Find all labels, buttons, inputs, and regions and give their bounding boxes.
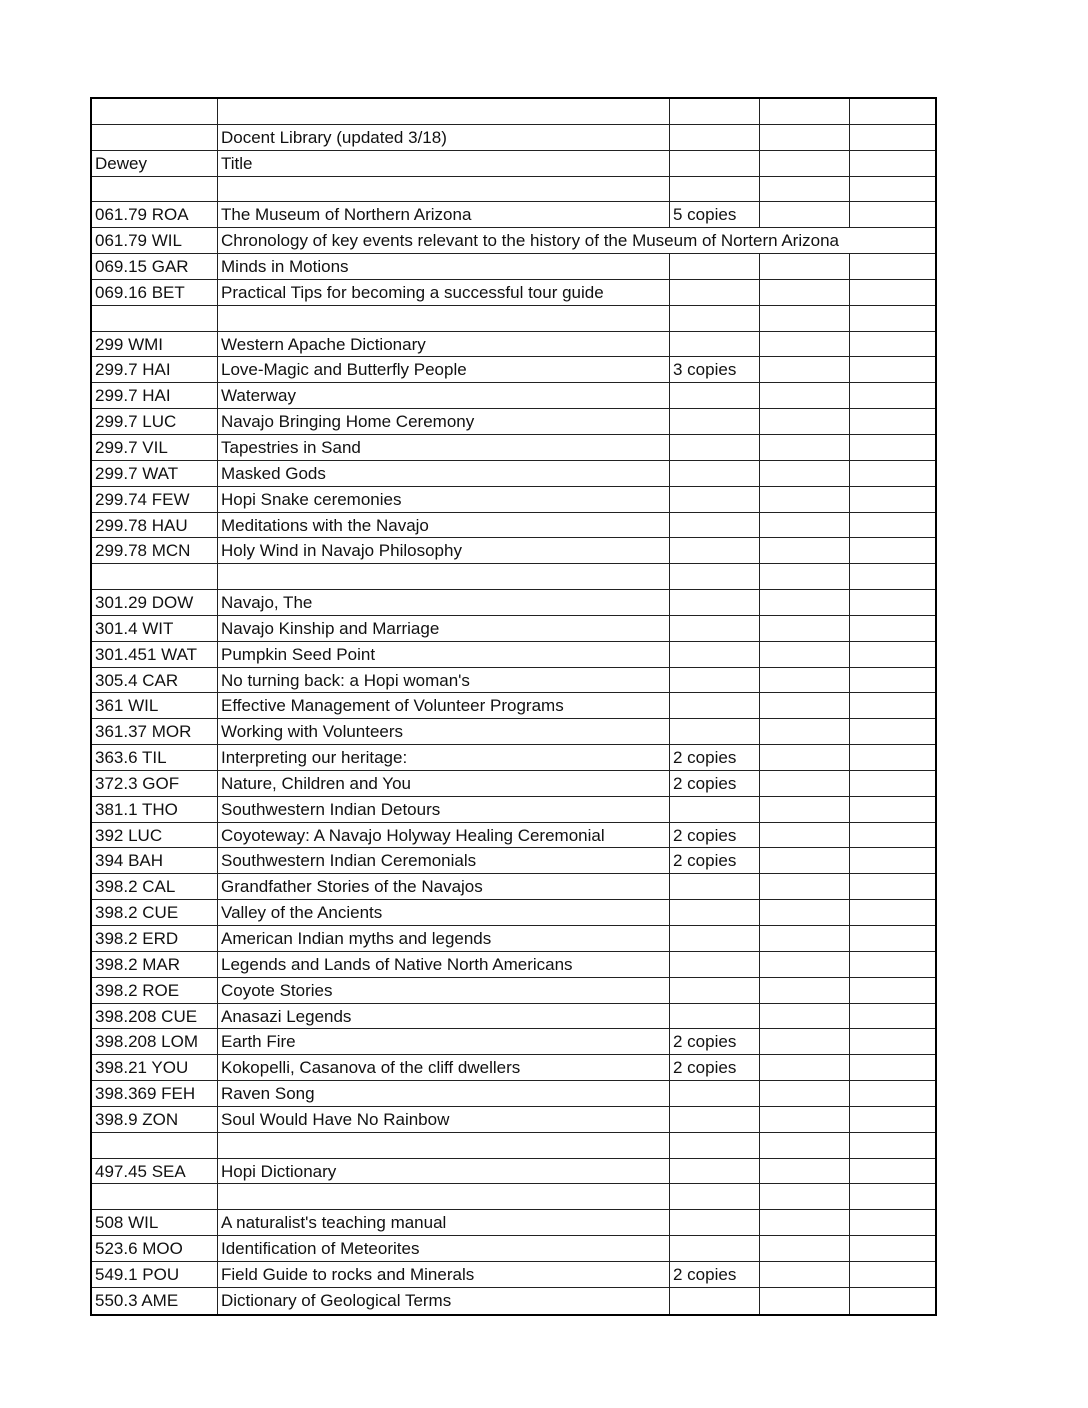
empty-cell <box>850 771 935 796</box>
empty-cell <box>850 616 935 641</box>
title-cell <box>218 99 670 124</box>
empty-cell <box>760 538 850 563</box>
title-cell: Love-Magic and Butterfly People <box>218 357 670 382</box>
table-row <box>92 280 935 306</box>
dewey-cell: 299 WMI <box>92 332 218 357</box>
empty-cell <box>850 538 935 563</box>
table-row <box>92 616 935 642</box>
dewey-cell <box>92 564 218 589</box>
empty-cell <box>850 383 935 408</box>
title-cell: Nature, Children and You <box>218 771 670 796</box>
dewey-cell <box>92 125 218 150</box>
copies-cell: 3 copies <box>670 357 760 382</box>
dewey-cell <box>92 1133 218 1158</box>
dewey-cell: 398.208 LOM <box>92 1029 218 1054</box>
dewey-cell <box>92 99 218 124</box>
copies-cell <box>670 1236 760 1261</box>
table-row <box>92 1081 935 1107</box>
title-cell <box>218 1184 670 1209</box>
title-cell <box>218 306 670 331</box>
empty-cell <box>760 357 850 382</box>
copies-cell <box>670 461 760 486</box>
title-cell: Tapestries in Sand <box>218 435 670 460</box>
copies-cell <box>670 1107 760 1132</box>
empty-cell <box>760 254 850 279</box>
copies-cell <box>670 616 760 641</box>
empty-cell <box>760 771 850 796</box>
copies-cell: 2 copies <box>670 1262 760 1287</box>
copies-cell <box>670 1159 760 1184</box>
empty-cell <box>850 357 935 382</box>
empty-cell <box>850 848 935 873</box>
copies-cell <box>670 435 760 460</box>
table-row <box>92 848 935 874</box>
dewey-cell: 061.79 WIL <box>92 228 218 253</box>
empty-cell <box>760 99 850 124</box>
copies-cell <box>670 642 760 667</box>
title-cell: Southwestern Indian Ceremonials <box>218 848 670 873</box>
copies-cell <box>670 280 760 305</box>
dewey-cell: 299.78 HAU <box>92 513 218 538</box>
empty-cell <box>760 823 850 848</box>
copies-cell <box>670 693 760 718</box>
empty-cell <box>850 409 935 434</box>
empty-cell <box>760 461 850 486</box>
copies-cell: 2 copies <box>670 823 760 848</box>
empty-cell <box>850 125 935 150</box>
title-cell <box>218 1133 670 1158</box>
copies-cell: 2 copies <box>670 771 760 796</box>
dewey-cell: 363.6 TIL <box>92 745 218 770</box>
title-cell <box>218 564 670 589</box>
table-row <box>92 1159 935 1185</box>
title-cell: Holy Wind in Navajo Philosophy <box>218 538 670 563</box>
table-row <box>92 668 935 694</box>
copies-cell <box>670 513 760 538</box>
table-row <box>92 1184 935 1210</box>
dewey-cell: 497.45 SEA <box>92 1159 218 1184</box>
empty-cell <box>760 487 850 512</box>
dewey-cell: 550.3 AME <box>92 1288 218 1314</box>
table-row <box>92 1055 935 1081</box>
title-cell: Navajo, The <box>218 590 670 615</box>
dewey-cell: 398.2 ROE <box>92 978 218 1003</box>
copies-cell <box>670 487 760 512</box>
empty-cell <box>850 564 935 589</box>
copies-cell <box>670 668 760 693</box>
empty-cell <box>850 978 935 1003</box>
table-row <box>92 306 935 332</box>
copies-cell <box>670 719 760 744</box>
table-row <box>92 1262 935 1288</box>
empty-cell <box>760 952 850 977</box>
empty-cell <box>850 1184 935 1209</box>
dewey-cell: 361.37 MOR <box>92 719 218 744</box>
empty-cell <box>760 745 850 770</box>
dewey-cell: 398.2 CAL <box>92 874 218 899</box>
empty-cell <box>760 1029 850 1054</box>
empty-cell <box>760 1184 850 1209</box>
table-row <box>92 797 935 823</box>
empty-cell <box>850 926 935 951</box>
empty-cell <box>850 177 935 202</box>
dewey-cell: 299.7 LUC <box>92 409 218 434</box>
title-cell: Title <box>218 151 670 176</box>
empty-cell <box>760 280 850 305</box>
empty-cell <box>760 1288 850 1314</box>
table-row <box>92 1236 935 1262</box>
copies-cell <box>670 1133 760 1158</box>
empty-cell <box>850 487 935 512</box>
empty-cell <box>760 668 850 693</box>
title-cell: Legends and Lands of Native North Americans <box>218 952 670 977</box>
copies-cell <box>670 409 760 434</box>
title-cell: The Museum of Northern Arizona <box>218 202 670 227</box>
dewey-cell: 069.16 BET <box>92 280 218 305</box>
empty-cell <box>850 1159 935 1184</box>
dewey-cell: 299.7 HAI <box>92 383 218 408</box>
dewey-cell: 398.21 YOU <box>92 1055 218 1080</box>
empty-cell <box>760 151 850 176</box>
title-cell: Valley of the Ancients <box>218 900 670 925</box>
empty-cell <box>850 461 935 486</box>
table-row <box>92 1288 935 1314</box>
empty-cell <box>850 1288 935 1314</box>
empty-cell <box>760 1055 850 1080</box>
table-row <box>92 332 935 358</box>
empty-cell <box>850 1262 935 1287</box>
copies-cell <box>670 254 760 279</box>
empty-cell <box>850 797 935 822</box>
table-row <box>92 693 935 719</box>
table-row <box>92 538 935 564</box>
dewey-cell <box>92 306 218 331</box>
empty-cell <box>760 1159 850 1184</box>
copies-cell <box>670 1210 760 1235</box>
empty-cell <box>850 1210 935 1235</box>
dewey-cell: 392 LUC <box>92 823 218 848</box>
title-cell: Soul Would Have No Rainbow <box>218 1107 670 1132</box>
copies-cell <box>670 99 760 124</box>
title-cell: Masked Gods <box>218 461 670 486</box>
table-row <box>92 99 935 125</box>
copies-cell <box>670 538 760 563</box>
empty-cell <box>760 202 850 227</box>
dewey-cell: 523.6 MOO <box>92 1236 218 1261</box>
empty-cell <box>760 1133 850 1158</box>
empty-cell <box>760 435 850 460</box>
title-cell: Southwestern Indian Detours <box>218 797 670 822</box>
title-cell: Hopi Snake ceremonies <box>218 487 670 512</box>
copies-cell: 2 copies <box>670 745 760 770</box>
empty-cell <box>850 1107 935 1132</box>
table-row <box>92 151 935 177</box>
dewey-cell: 301.451 WAT <box>92 642 218 667</box>
table-row <box>92 1133 935 1159</box>
dewey-cell: 361 WIL <box>92 693 218 718</box>
title-cell: Earth Fire <box>218 1029 670 1054</box>
dewey-cell: 299.74 FEW <box>92 487 218 512</box>
title-cell: Raven Song <box>218 1081 670 1106</box>
table-row <box>92 1029 935 1055</box>
empty-cell <box>850 513 935 538</box>
empty-cell <box>760 874 850 899</box>
empty-cell <box>850 1055 935 1080</box>
copies-cell: 5 copies <box>670 202 760 227</box>
empty-cell <box>850 642 935 667</box>
title-cell: Kokopelli, Casanova of the cliff dwellers <box>218 1055 670 1080</box>
dewey-cell: 372.3 GOF <box>92 771 218 796</box>
title-cell: Practical Tips for becoming a successful tour guide <box>218 280 670 305</box>
copies-cell <box>670 797 760 822</box>
title-cell: American Indian myths and legends <box>218 926 670 951</box>
title-cell: Hopi Dictionary <box>218 1159 670 1184</box>
empty-cell <box>850 1081 935 1106</box>
empty-cell <box>850 1236 935 1261</box>
table-row <box>92 383 935 409</box>
copies-cell <box>670 1081 760 1106</box>
title-cell: Minds in Motions <box>218 254 670 279</box>
title-cell: Grandfather Stories of the Navajos <box>218 874 670 899</box>
table-row <box>92 228 935 254</box>
dewey-cell: Dewey <box>92 151 218 176</box>
empty-cell <box>850 254 935 279</box>
empty-cell <box>850 952 935 977</box>
dewey-cell: 398.369 FEH <box>92 1081 218 1106</box>
table-row <box>92 771 935 797</box>
table-row <box>92 513 935 539</box>
dewey-cell: 299.7 WAT <box>92 461 218 486</box>
table-row <box>92 1107 935 1133</box>
title-cell: No turning back: a Hopi woman's <box>218 668 670 693</box>
title-cell: A naturalist's teaching manual <box>218 1210 670 1235</box>
title-cell: Coyote Stories <box>218 978 670 1003</box>
title-cell: Waterway <box>218 383 670 408</box>
title-cell: Effective Management of Volunteer Programs <box>218 693 670 718</box>
empty-cell <box>760 616 850 641</box>
copies-cell <box>670 952 760 977</box>
table-row <box>92 900 935 926</box>
title-cell: Docent Library (updated 3/18) <box>218 125 670 150</box>
empty-cell <box>760 1081 850 1106</box>
empty-cell <box>760 900 850 925</box>
table-row <box>92 125 935 151</box>
table-row <box>92 564 935 590</box>
copies-cell <box>670 125 760 150</box>
empty-cell <box>760 306 850 331</box>
title-cell: Coyoteway: A Navajo Holyway Healing Ceremonial <box>218 823 670 848</box>
title-cell: Interpreting our heritage: <box>218 745 670 770</box>
table-row <box>92 435 935 461</box>
copies-cell <box>670 306 760 331</box>
empty-cell <box>850 1004 935 1029</box>
title-cell: Field Guide to rocks and Minerals <box>218 1262 670 1287</box>
empty-cell <box>850 693 935 718</box>
dewey-cell: 508 WIL <box>92 1210 218 1235</box>
table-row <box>92 926 935 952</box>
empty-cell <box>760 409 850 434</box>
title-cell: Western Apache Dictionary <box>218 332 670 357</box>
empty-cell <box>760 383 850 408</box>
empty-cell <box>760 797 850 822</box>
copies-cell: 2 copies <box>670 1029 760 1054</box>
table-row <box>92 357 935 383</box>
dewey-cell: 299.78 MCN <box>92 538 218 563</box>
empty-cell <box>760 564 850 589</box>
empty-cell <box>760 125 850 150</box>
table-row <box>92 409 935 435</box>
empty-cell <box>850 332 935 357</box>
dewey-cell: 394 BAH <box>92 848 218 873</box>
empty-cell <box>850 202 935 227</box>
dewey-cell: 305.4 CAR <box>92 668 218 693</box>
title-cell: Chronology of key events relevant to the history of the Museum of Nortern Arizona <box>221 231 839 251</box>
title-cell: Navajo Kinship and Marriage <box>218 616 670 641</box>
empty-cell <box>850 719 935 744</box>
table-row <box>92 487 935 513</box>
copies-cell <box>670 332 760 357</box>
empty-cell <box>760 719 850 744</box>
empty-cell <box>850 874 935 899</box>
dewey-cell: 381.1 THO <box>92 797 218 822</box>
dewey-cell: 299.7 VIL <box>92 435 218 460</box>
empty-cell <box>850 306 935 331</box>
title-cell: Dictionary of Geological Terms <box>218 1288 670 1314</box>
copies-cell <box>670 1184 760 1209</box>
empty-cell <box>760 1262 850 1287</box>
empty-cell <box>760 926 850 951</box>
title-cell: Pumpkin Seed Point <box>218 642 670 667</box>
empty-cell <box>850 280 935 305</box>
empty-cell <box>760 642 850 667</box>
empty-cell <box>850 590 935 615</box>
empty-cell <box>850 668 935 693</box>
empty-cell <box>850 1133 935 1158</box>
table-row <box>92 642 935 668</box>
empty-cell <box>760 1210 850 1235</box>
empty-cell <box>760 978 850 1003</box>
copies-cell <box>670 590 760 615</box>
title-cell <box>218 177 670 202</box>
dewey-cell: 398.2 CUE <box>92 900 218 925</box>
copies-cell <box>670 177 760 202</box>
empty-cell <box>850 151 935 176</box>
title-cell: Navajo Bringing Home Ceremony <box>218 409 670 434</box>
copies-cell <box>670 900 760 925</box>
dewey-cell: 398.208 CUE <box>92 1004 218 1029</box>
copies-cell <box>670 1288 760 1314</box>
table-row <box>92 590 935 616</box>
empty-cell <box>850 435 935 460</box>
empty-cell <box>850 1029 935 1054</box>
empty-cell <box>760 848 850 873</box>
dewey-cell: 061.79 ROA <box>92 202 218 227</box>
table-row <box>92 1210 935 1236</box>
table-row <box>92 978 935 1004</box>
dewey-cell: 301.4 WIT <box>92 616 218 641</box>
copies-cell <box>670 874 760 899</box>
empty-cell <box>760 590 850 615</box>
table-row <box>92 1004 935 1030</box>
dewey-cell <box>92 177 218 202</box>
table-row <box>92 202 935 228</box>
empty-cell <box>760 177 850 202</box>
empty-cell <box>850 823 935 848</box>
dewey-cell: 398.2 ERD <box>92 926 218 951</box>
empty-cell <box>850 745 935 770</box>
dewey-cell: 549.1 POU <box>92 1262 218 1287</box>
table-row <box>92 177 935 203</box>
copies-cell <box>670 564 760 589</box>
empty-cell <box>760 513 850 538</box>
empty-cell <box>760 1107 850 1132</box>
table-row <box>92 461 935 487</box>
empty-cell <box>760 332 850 357</box>
dewey-cell: 398.9 ZON <box>92 1107 218 1132</box>
table-row <box>92 952 935 978</box>
empty-cell <box>760 693 850 718</box>
copies-cell: 2 copies <box>670 1055 760 1080</box>
table-row <box>92 874 935 900</box>
copies-cell: 2 copies <box>670 848 760 873</box>
title-cell: Anasazi Legends <box>218 1004 670 1029</box>
empty-cell <box>850 900 935 925</box>
dewey-cell: 069.15 GAR <box>92 254 218 279</box>
copies-cell <box>670 926 760 951</box>
dewey-cell <box>92 1184 218 1209</box>
title-cell: Identification of Meteorites <box>218 1236 670 1261</box>
copies-cell <box>670 1004 760 1029</box>
empty-cell <box>850 99 935 124</box>
dewey-cell: 398.2 MAR <box>92 952 218 977</box>
copies-cell <box>670 151 760 176</box>
table-row <box>92 719 935 745</box>
library-table <box>90 97 937 1316</box>
title-cell: Working with Volunteers <box>218 719 670 744</box>
table-row <box>92 254 935 280</box>
dewey-cell: 301.29 DOW <box>92 590 218 615</box>
table-row <box>92 745 935 771</box>
table-row <box>92 823 935 849</box>
empty-cell <box>760 1004 850 1029</box>
copies-cell <box>670 978 760 1003</box>
title-cell: Meditations with the Navajo <box>218 513 670 538</box>
copies-cell <box>670 383 760 408</box>
dewey-cell: 299.7 HAI <box>92 357 218 382</box>
empty-cell <box>760 1236 850 1261</box>
